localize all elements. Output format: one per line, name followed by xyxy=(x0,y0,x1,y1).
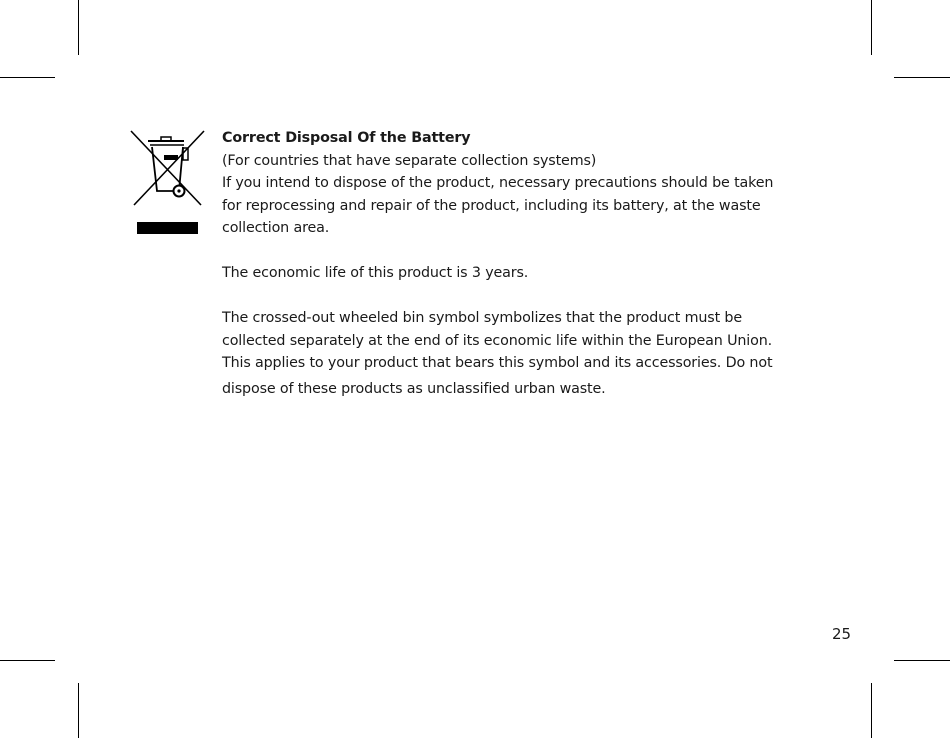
crop-mark-bottom-right-vertical xyxy=(871,683,872,738)
disposal-section xyxy=(222,127,822,400)
crop-mark-top-left-horizontal xyxy=(0,77,55,78)
symbol-line: collected separately at the end of its economic life within the European Union. xyxy=(222,332,773,349)
crop-mark-bottom-left-horizontal xyxy=(0,660,55,661)
crop-mark-top-left-vertical xyxy=(78,0,79,55)
symbol-line: This applies to your product that bears this symbol and its accessories. Do not xyxy=(222,355,773,371)
symbol-line: dispose of these products as unclassified urban waste. xyxy=(222,380,606,397)
symbol-line: The crossed-out wheeled bin symbol symbolizes that the product must be xyxy=(222,310,742,326)
crop-mark-top-right-vertical xyxy=(871,0,872,55)
section-heading: Correct Disposal Of the Battery xyxy=(222,130,471,146)
economic-life-text: The economic life of this product is 3 years. xyxy=(222,265,529,281)
intro-line: If you intend to dispose of the product, necessary precautions should be taken xyxy=(222,175,774,191)
crossed-out-wheeled-bin-icon xyxy=(128,128,206,240)
crop-mark-bottom-right-horizontal xyxy=(894,660,950,661)
crop-mark-bottom-left-vertical xyxy=(78,683,79,738)
page-number: 25 xyxy=(832,625,852,643)
intro-line: collection area. xyxy=(222,220,330,236)
section-subheading: (For countries that have separate collection systems) xyxy=(222,152,597,169)
intro-line: for reprocessing and repair of the product, including its battery, at the waste xyxy=(222,197,761,214)
crop-mark-top-right-horizontal xyxy=(894,77,950,78)
